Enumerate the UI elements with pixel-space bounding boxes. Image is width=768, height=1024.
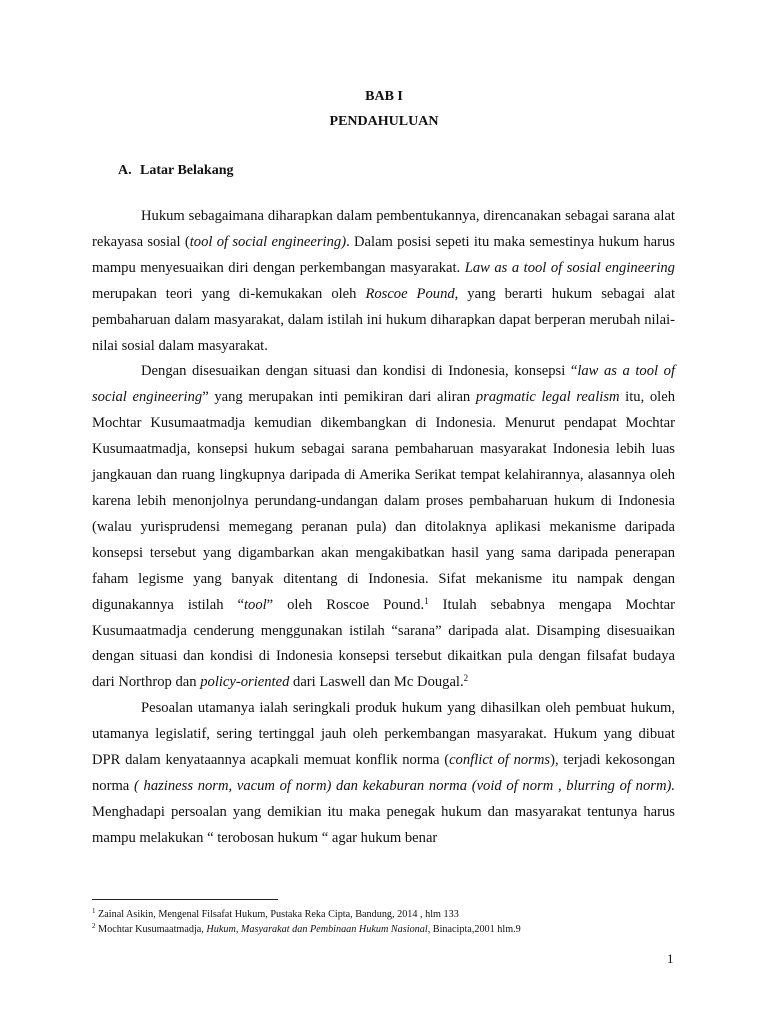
paragraph-2 bbox=[92, 359, 675, 696]
paragraph-1 bbox=[92, 204, 675, 359]
text-run: dari Laswell dan Mc Dougal. bbox=[289, 674, 464, 691]
text-run: Menghadapi persoalan yang demikian itu maka penegak hukum dan masyarakat tentunya harus mampu melakukan “ terobosan hukum “ agar hukum benar bbox=[92, 803, 675, 846]
text-run: merupakan teori yang di-kemukakan oleh bbox=[92, 285, 366, 302]
footnote-text: Mochtar Kusumaatmadja, bbox=[95, 924, 207, 935]
footnote-text: , Binacipta,2001 hlm.9 bbox=[427, 924, 521, 935]
italic-term: pragmatic legal realism bbox=[475, 389, 620, 406]
chapter-number: BAB I bbox=[365, 89, 403, 104]
text-run: Itulah sebabnya mengapa Mochtar Kusumaatmadja cenderung menggunakan istilah “sarana” daripada alat. Disamping disesuaikan dengan situasi dan kondisi di Indonesia konsepsi tersebut dikaitkan pula dengan filsafat budaya dari Northrop dan bbox=[92, 596, 675, 691]
footnote-mark: 1 bbox=[92, 907, 96, 915]
paragraph-3 bbox=[92, 696, 675, 851]
section-heading bbox=[118, 163, 233, 179]
italic-term: Law as a tool of sosial engineering bbox=[464, 259, 675, 276]
chapter-title: PENDAHULUAN bbox=[329, 114, 439, 129]
text-run: ” yang merupakan inti pemikiran dari aliran bbox=[202, 389, 476, 406]
page-number: 1 bbox=[667, 951, 674, 966]
italic-term: Roscoe Pound bbox=[365, 285, 455, 302]
footnote-ref-1[interactable]: 1 bbox=[424, 595, 429, 606]
italic-term: tool bbox=[243, 596, 267, 613]
italic-term: conflict of norms bbox=[449, 752, 551, 769]
text-run: . Dalam posisi sepeti itu maka semestinya hukum harus mampu menyesuaikan diri dengan perkembangan masyarakat. bbox=[92, 233, 675, 276]
section-number: A. bbox=[118, 163, 132, 178]
footnote-book-title: Hukum, Masyarakat dan Pembinaan Hukum Nasional bbox=[206, 924, 428, 935]
text-run: , yang berarti hukum sebagai alat pembaharuan dalam masyarakat, dalam istilah ini hukum diharapkan dapat berperan merubah nilai-nilai sosial dalam masyarakat. bbox=[92, 285, 676, 354]
text-run: ), terjadi kekosongan norma bbox=[92, 752, 675, 794]
footnote-separator bbox=[92, 899, 278, 900]
italic-term: tool of social engineering) bbox=[189, 233, 347, 250]
footnote-2 bbox=[92, 922, 692, 937]
footnote-text: Zainal Asikin, Mengenal Filsafat Hukum, Pustaka Reka Cipta, Bandung, 2014 , hlm 133 bbox=[95, 909, 459, 920]
text-run: Pesoalan utamanya ialah seringkali produk hukum yang dihasilkan oleh pembuat hukum, utamanya legislatif, sering tertinggal jauh oleh perkembangan masyarakat. Hukum yang dibuat DPR dalam kenyataannya acapkali memuat konflik norma ( bbox=[92, 700, 675, 769]
text-run: Hukum sebagaimana diharapkan dalam pembentukannya, direncanakan sebagai sarana alat rekayasa sosial ( bbox=[92, 208, 675, 250]
body-text bbox=[92, 204, 675, 852]
text-run: itu, oleh Mochtar Kusumaatmadja kemudian dikembangkan di Indonesia. Menurut pendapat Mochtar Kusumaatmadja, konsepsi hukum sebagai sarana pembaharuan masyarakat Indonesia lebih luas jangkauan dan ruang lingkupnya daripada di Amerika Serikat tempat kelahirannya, alasannya oleh karena lebih menonjolnya perundang-undangan dalam proses pembaharuan hukum di Indonesia (walau yurisprudensi memegang peranan pula) dan ditolaknya aplikasi mekanisme daripada konsepsi tersebut yang digambarkan akan mengakibatkan hasil yang sama daripada penerapan faham legisme yang banyak ditentang di Indonesia. Sifat mekanisme itu nampak dengan digunakannya istilah “ bbox=[92, 389, 675, 613]
italic-term: ( haziness norm, vacum of norm) dan kekaburan norma (void of norm , blurring of norm). bbox=[133, 777, 675, 794]
footnote-ref-2[interactable]: 2 bbox=[463, 673, 469, 684]
italic-term: policy-oriented bbox=[200, 674, 290, 691]
text-run: ” oleh Roscoe Pound. bbox=[266, 596, 425, 613]
italic-term: law as a tool of social engineering bbox=[92, 363, 675, 406]
footnotes bbox=[92, 907, 692, 937]
section-title: Latar Belakang bbox=[140, 163, 234, 178]
footnote-1 bbox=[92, 907, 692, 922]
text-run: Dengan disesuaikan dengan situasi dan kondisi di Indonesia, konsepsi “ bbox=[141, 363, 578, 380]
footnote-mark: 2 bbox=[92, 922, 96, 930]
